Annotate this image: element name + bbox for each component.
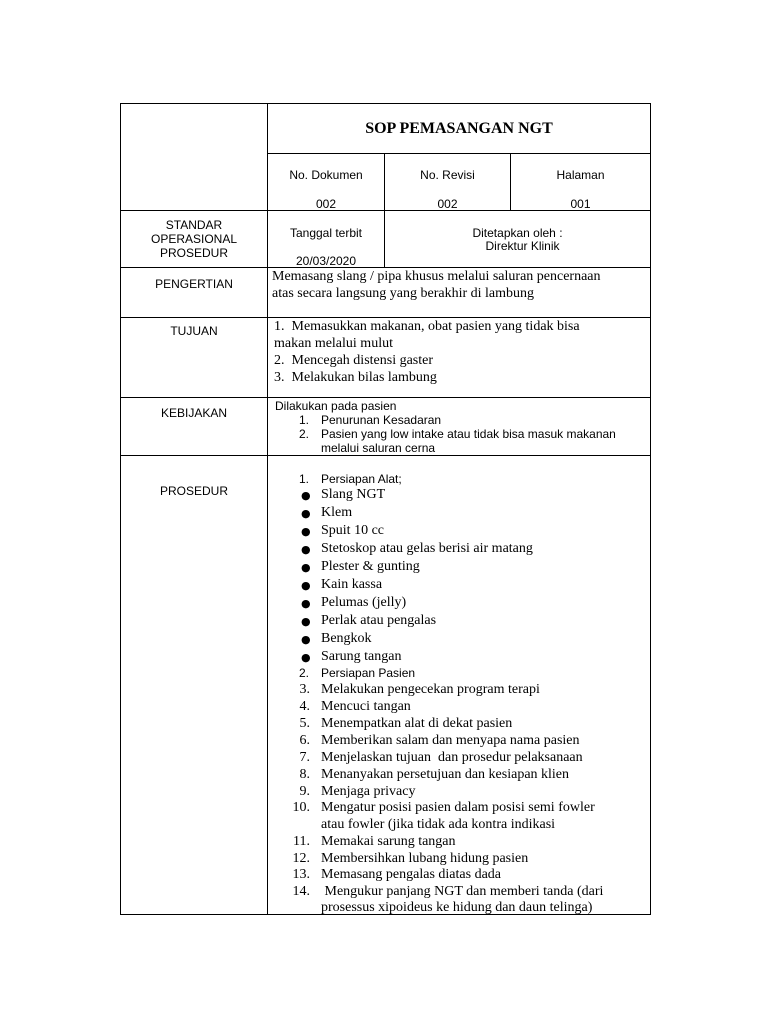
step-text: Menjaga privacy — [321, 784, 416, 799]
tujuan-line-2: makan melalui mulut — [274, 336, 393, 351]
alat-item: Sarung tangan — [321, 649, 402, 664]
step-num: 13. — [292, 867, 310, 882]
step-num: 7. — [299, 750, 310, 765]
step-text: Membersihkan lubang hidung pasien — [321, 851, 529, 866]
step-num: 11. — [293, 834, 310, 849]
step-text: prosessus xipoideus ke hidung dan daun telinga) — [321, 900, 593, 915]
step-num: 6. — [299, 733, 310, 748]
bullet-icon: ● — [301, 525, 311, 538]
alat-heading: Persiapan Alat; — [321, 472, 402, 486]
alat-item: Kain kassa — [321, 577, 383, 592]
alat-heading-num: 1. — [298, 472, 309, 486]
bullet-icon: ● — [301, 579, 311, 592]
border-kebijakan-row-bottom — [120, 455, 651, 456]
step-num: 8. — [299, 767, 310, 782]
step-text: Menempatkan alat di dekat pasien — [321, 716, 513, 731]
kebijakan-item-1: Penurunan Kesadaran — [321, 413, 442, 427]
step-text: Menjelaskan tujuan dan prosedur pelaksanaan — [321, 750, 583, 765]
prosedur-label: PROSEDUR — [159, 484, 228, 498]
border-outer-right — [650, 103, 651, 915]
step-num: 10. — [292, 800, 310, 815]
standar-label — [121, 218, 267, 260]
tujuan-label: TUJUAN — [170, 324, 218, 338]
bullet-icon: ● — [301, 489, 311, 502]
bullet-icon: ● — [301, 543, 311, 556]
kebijakan-num-1: 1. — [298, 413, 309, 427]
step-text: Memakai sarung tangan — [321, 834, 456, 849]
kebijakan-continuation: melalui saluran cerna — [321, 441, 436, 455]
step-num: 5. — [299, 716, 310, 731]
bullet-icon: ● — [301, 651, 311, 664]
ditetapkan-value: Direktur Klinik — [485, 239, 560, 253]
alat-item: Pelumas (jelly) — [321, 595, 407, 610]
step-text: Memasang pengalas diatas dada — [321, 867, 501, 882]
tujuan-line-4: 3. Melakukan bilas lambung — [274, 370, 437, 385]
step-num: 12. — [292, 851, 310, 866]
border-column-divider — [267, 103, 268, 915]
halaman-value: 001 — [570, 197, 591, 211]
alat-item: Bengkok — [321, 631, 372, 646]
no-dokumen-label: No. Dokumen — [289, 168, 363, 182]
no-revisi-label: No. Revisi — [420, 168, 475, 182]
border-outer-top — [120, 103, 651, 104]
pengertian-text — [272, 268, 648, 302]
pasien-heading-num: 2. — [298, 666, 309, 680]
step-num: 14. — [292, 884, 310, 899]
standar-line-2: OPERASIONAL — [150, 232, 238, 246]
kebijakan-intro: Dilakukan pada pasien — [275, 399, 397, 413]
standar-line-3: PROSEDUR — [159, 246, 228, 260]
bullet-icon: ● — [301, 561, 311, 574]
kebijakan-label: KEBIJAKAN — [160, 406, 228, 420]
alat-item: Perlak atau pengalas — [321, 613, 437, 628]
step-num: 9. — [299, 784, 310, 799]
step-text: Menanyakan persetujuan dan kesiapan klien — [321, 767, 570, 782]
halaman-label: Halaman — [556, 168, 605, 182]
pengertian-line-1: Memasang slang / pipa khusus melalui saluran pencernaan — [272, 269, 601, 284]
step-text: Mengukur panjang NGT dan memberi tanda (dari — [321, 884, 604, 899]
ditetapkan-label: Ditetapkan oleh : — [472, 226, 563, 240]
tanggal-terbit-value: 20/03/2020 — [295, 254, 357, 268]
no-revisi-value: 002 — [437, 197, 458, 211]
step-num: 4. — [299, 699, 310, 714]
alat-item: Stetoskop atau gelas berisi air matang — [321, 541, 533, 556]
tanggal-terbit-label: Tanggal terbit — [289, 226, 363, 240]
alat-item: Klem — [321, 505, 353, 520]
bullet-icon: ● — [301, 597, 311, 610]
pasien-heading: Persiapan Pasien — [321, 666, 416, 680]
alat-item: Plester & gunting — [321, 559, 420, 574]
alat-item: Spuit 10 cc — [321, 523, 384, 538]
step-text: Melakukan pengecekan program terapi — [321, 682, 540, 697]
border-title-bottom — [267, 153, 651, 154]
step-text: Memberikan salam dan menyapa nama pasien — [321, 733, 580, 748]
step-text: Mencuci tangan — [321, 699, 411, 714]
bullet-icon: ● — [301, 507, 311, 520]
bullet-icon: ● — [301, 615, 311, 628]
tujuan-line-3: 2. Mencegah distensi gaster — [274, 353, 434, 368]
pengertian-label: PENGERTIAN — [155, 277, 233, 291]
standar-line-1: STANDAR — [165, 218, 223, 232]
document-title: SOP PEMASANGAN NGT — [365, 120, 553, 137]
step-text: Mengatur posisi pasien dalam posisi semi fowler — [321, 800, 595, 815]
kebijakan-num-2: 2. — [298, 427, 309, 441]
alat-item: Slang NGT — [321, 487, 386, 502]
kebijakan-item-2: Pasien yang low intake atau tidak bisa masuk makanan — [321, 427, 616, 441]
tujuan-text — [274, 318, 650, 386]
bullet-icon: ● — [301, 633, 311, 646]
no-dokumen-value: 002 — [315, 197, 337, 211]
tujuan-line-1: 1. Memasukkan makanan, obat pasien yang tidak bisa — [274, 319, 580, 334]
step-num: 3. — [299, 682, 310, 697]
step-text: atau fowler (jika tidak ada kontra indikasi — [321, 817, 556, 832]
pengertian-line-2: atas secara langsung yang berakhir di lambung — [272, 286, 535, 301]
border-tujuan-row-bottom — [120, 397, 651, 398]
